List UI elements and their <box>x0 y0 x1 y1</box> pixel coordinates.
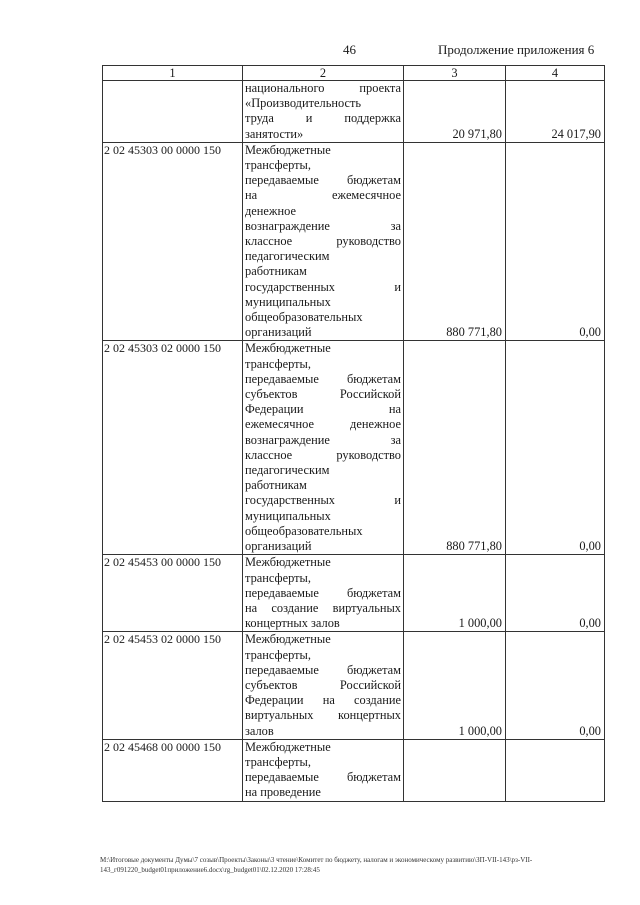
name-line: передаваемые бюджетам <box>245 371 401 386</box>
budget-code-cell: 2 02 45303 02 0000 150 <box>103 341 243 555</box>
budget-table <box>102 65 605 802</box>
budget-item-name-cell <box>243 739 404 801</box>
amount-col4-cell: 24 017,90 <box>506 81 605 143</box>
table-row <box>103 555 605 632</box>
name-line: передаваемые бюджетам <box>245 585 401 600</box>
name-line: концертных залов <box>245 616 340 631</box>
amount-col3-cell: 1 000,00 <box>404 555 506 632</box>
name-line: Межбюджетные <box>245 632 331 647</box>
column-header: 2 <box>243 66 404 81</box>
table-header-row <box>103 66 605 81</box>
name-line: денежное <box>245 203 296 218</box>
name-line: залов <box>245 723 274 738</box>
name-line: работникам <box>245 478 307 493</box>
name-line: Межбюджетные <box>245 142 331 157</box>
name-line: передаваемые бюджетам <box>245 770 401 785</box>
name-line: трансферты, <box>245 647 311 662</box>
budget-code-cell: 2 02 45468 00 0000 150 <box>103 739 243 801</box>
budget-code-cell <box>103 81 243 143</box>
budget-code-cell: 2 02 45453 00 0000 150 <box>103 555 243 632</box>
name-line: работникам <box>245 264 307 279</box>
name-line: вознаграждение за <box>245 432 401 447</box>
name-line: организаций <box>245 325 312 340</box>
name-line: передаваемые бюджетам <box>245 662 401 677</box>
name-line: педагогическим <box>245 249 330 264</box>
amount-col4-cell: 0,00 <box>506 632 605 739</box>
name-line: Межбюджетные <box>245 555 331 570</box>
name-line: Межбюджетные <box>245 341 331 356</box>
name-line: Федерации на <box>245 402 401 417</box>
amount-col3-cell: 20 971,80 <box>404 81 506 143</box>
budget-item-name-cell <box>243 341 404 555</box>
continuation-label: Продолжение приложения 6 <box>438 42 595 57</box>
name-line: занятости» <box>245 126 304 141</box>
name-line: трансферты, <box>245 570 311 585</box>
name-line: субъектов Российской <box>245 677 401 692</box>
amount-col3-cell <box>404 739 506 801</box>
name-line: субъектов Российской <box>245 387 401 402</box>
amount-col4-cell: 0,00 <box>506 555 605 632</box>
name-line: трансферты, <box>245 356 311 371</box>
name-line: «Производительность <box>245 96 362 111</box>
budget-item-name-cell <box>243 632 404 739</box>
name-line: Межбюджетные <box>245 739 331 754</box>
name-line: ежемесячное денежное <box>245 417 401 432</box>
table-row <box>103 81 605 143</box>
name-line: классное руководство <box>245 447 401 462</box>
document-path-footer: M:\Итоговые документы Думы\7 созыв\Проекты\Законы\3 чтение\Комитет по бюджету, налогам и экономическому развитию\ЗП-VII-143\рз-VII-143_г091220_budget01приложение6.docx\rg_budget01\02.12.2020 17:28:45 <box>100 856 533 874</box>
name-line: общеобразовательных <box>245 310 363 325</box>
table-row <box>103 142 605 341</box>
name-line: на проведение <box>245 785 321 800</box>
name-line: общеобразовательных <box>245 523 363 538</box>
name-line: трансферты, <box>245 158 311 173</box>
name-line: виртуальных концертных <box>245 708 401 723</box>
budget-item-name-cell <box>243 142 404 341</box>
name-line: Федерации на создание <box>245 693 401 708</box>
name-line: организаций <box>245 539 312 554</box>
amount-col3-cell: 1 000,00 <box>404 632 506 739</box>
name-line: государственных и <box>245 279 401 294</box>
budget-code-cell: 2 02 45453 02 0000 150 <box>103 632 243 739</box>
budget-item-name-cell <box>243 555 404 632</box>
name-line: педагогическим <box>245 463 330 478</box>
table-row <box>103 341 605 555</box>
amount-col4-cell: 0,00 <box>506 341 605 555</box>
budget-item-name-cell <box>243 81 404 143</box>
name-line: на создание виртуальных <box>245 600 401 615</box>
name-line: национального проекта <box>245 81 401 95</box>
name-line: муниципальных <box>245 508 331 523</box>
name-line: вознаграждение за <box>245 218 401 233</box>
name-line: трансферты, <box>245 754 311 769</box>
name-line: классное руководство <box>245 234 401 249</box>
page-number: 46 <box>343 42 356 57</box>
amount-col3-cell: 880 771,80 <box>404 142 506 341</box>
budget-code-cell: 2 02 45303 00 0000 150 <box>103 142 243 341</box>
column-header: 3 <box>404 66 506 81</box>
column-header: 1 <box>103 66 243 81</box>
table-row <box>103 632 605 739</box>
column-header: 4 <box>506 66 605 81</box>
name-line: труда и поддержка <box>245 111 401 126</box>
amount-col3-cell: 880 771,80 <box>404 341 506 555</box>
amount-col4-cell: 0,00 <box>506 142 605 341</box>
table-row <box>103 739 605 801</box>
name-line: муниципальных <box>245 294 331 309</box>
name-line: на ежемесячное <box>245 188 401 203</box>
name-line: передаваемые бюджетам <box>245 173 401 188</box>
amount-col4-cell <box>506 739 605 801</box>
name-line: государственных и <box>245 493 401 508</box>
